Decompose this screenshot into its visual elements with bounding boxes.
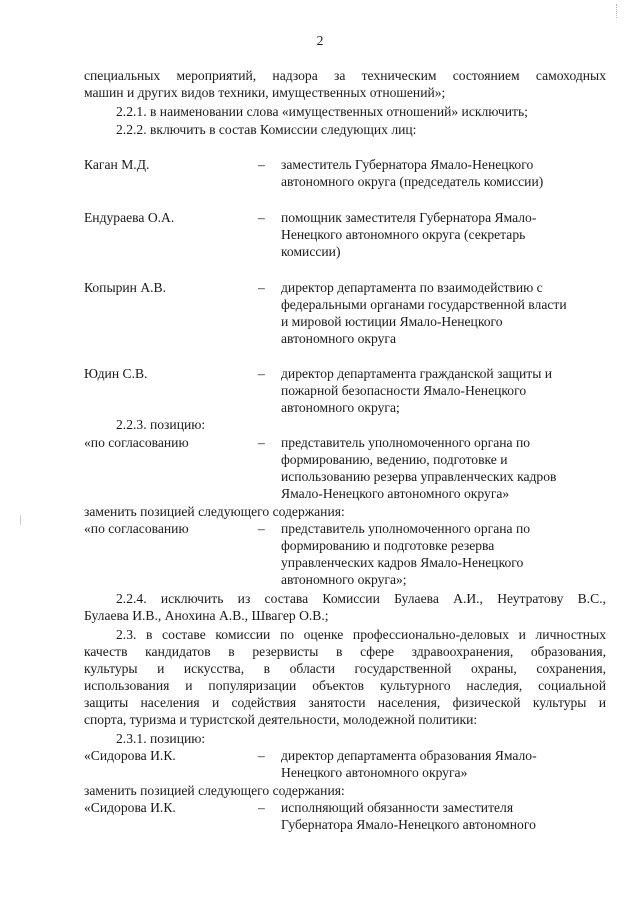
position-description-line: использованию резерва управленческих кадров (281, 469, 557, 484)
position-dash: – (258, 435, 265, 450)
member-name: Копырин А.В. (84, 280, 167, 295)
member-description (281, 279, 571, 347)
item-2-2-3: 2.2.3. позицию: (116, 417, 206, 432)
member-description (281, 209, 571, 260)
intro-line: специальных мероприятий, надзора за техническим состоянием самоходных (84, 68, 606, 83)
member-dash: – (258, 280, 265, 295)
member-name: Ендураева О.А. (84, 210, 175, 225)
item-2-3-line: защиты населения и содействия занятости населения, физической культуры и (84, 695, 606, 710)
page-number: 2 (316, 33, 324, 48)
member-description-line: директор департамента по взаимодействию с (281, 280, 543, 295)
item-2-3 (84, 626, 606, 728)
position-description (281, 520, 571, 588)
member-description-line: директор департамента гражданской защиты и (281, 366, 552, 381)
position-name: «по согласованию (84, 435, 189, 450)
position-description-line: Ямало-Ненецкого автономного округа» (281, 486, 510, 501)
member-description-line: автономного округа (281, 331, 397, 346)
position-description-line: автономного округа»; (281, 572, 407, 587)
item-2-2-4-line: Булаева И.В., Анохина А.В., Швагер О.В.; (84, 608, 329, 623)
member-description-line: заместитель Губернатора Ямало-Ненецкого (281, 157, 534, 172)
replace-instruction: заменить позицией следующего содержания: (84, 783, 345, 798)
item-2-2-2: 2.2.2. включить в состав Комиссии следующих лиц: (116, 122, 417, 137)
item-2-3-1: 2.3.1. позицию: (116, 731, 206, 746)
position-description-line: представитель уполномоченного органа по (281, 521, 531, 536)
scan-margin-mark (20, 515, 21, 525)
replace-instruction: заменить позицией следующего содержания: (84, 504, 345, 519)
item-2-3-line: качеств кандидатов в резервисты в сфере здравоохранения, образования, (84, 644, 606, 659)
member-description-line: комиссии) (281, 244, 341, 259)
member-description-line: автономного округа (председатель комиссии) (281, 174, 544, 189)
position-name: «Сидорова И.К. (84, 800, 176, 815)
item-2-2-4-line: 2.2.4. исключить из состава Комиссии Булаева А.И., Неутратову В.С., (116, 591, 606, 606)
member-name: Каган М.Д. (84, 157, 150, 172)
member-description (281, 156, 571, 190)
member-dash: – (258, 366, 265, 381)
position-description-line: Губернатора Ямало-Ненецкого автономного (281, 817, 536, 832)
member-description-line: и мировой юстиции Ямало-Ненецкого (281, 314, 503, 329)
position-description (281, 799, 571, 833)
intro-line: машин и других видов техники, имущественных отношений»; (84, 85, 446, 100)
position-description-line: исполняющий обязанности заместителя (281, 800, 514, 815)
item-2-3-line: спорта, туризма и туристской деятельности, молодежной политики: (84, 712, 478, 727)
member-description-line: автономного округа; (281, 400, 400, 415)
member-dash: – (258, 210, 265, 225)
scan-corner-mark (616, 4, 618, 18)
position-description (281, 434, 571, 502)
position-description-line: Ненецкого автономного округа» (281, 765, 468, 780)
position-description-line: формированию и подготовке резерва (281, 538, 495, 553)
position-name: «Сидорова И.К. (84, 748, 176, 763)
member-description (281, 365, 571, 416)
item-2-3-line: 2.3. в составе комиссии по оценке профессионально-деловых и личностных (116, 627, 606, 642)
position-dash: – (258, 521, 265, 536)
position-name: «по согласованию (84, 521, 189, 536)
item-2-2-4 (84, 590, 606, 624)
position-dash: – (258, 800, 265, 815)
member-name: Юдин С.В. (84, 366, 148, 381)
intro-paragraph (84, 67, 606, 101)
position-description-line: формированию, ведению, подготовке и (281, 452, 508, 467)
position-dash: – (258, 748, 265, 763)
item-2-3-line: культуры и искусства, в области государственной охраны, сохранения, (84, 661, 606, 676)
member-description-line: федеральными органами государственной власти (281, 297, 567, 312)
position-description-line: директор департамента образования Ямало- (281, 748, 537, 763)
member-dash: – (258, 157, 265, 172)
position-description (281, 747, 571, 781)
member-description-line: пожарной безопасности Ямало-Ненецкого (281, 383, 527, 398)
item-2-2-1: 2.2.1. в наименовании слова «имущественных отношений» исключить; (116, 104, 528, 119)
member-description-line: Ненецкого автономного округа (секретарь (281, 227, 526, 242)
item-2-3-line: использования и популяризации объектов культурного наследия, социальной (84, 678, 606, 693)
position-description-line: представитель уполномоченного органа по (281, 435, 531, 450)
position-description-line: управленческих кадров Ямало-Ненецкого (281, 555, 524, 570)
member-description-line: помощник заместителя Губернатора Ямало- (281, 210, 537, 225)
